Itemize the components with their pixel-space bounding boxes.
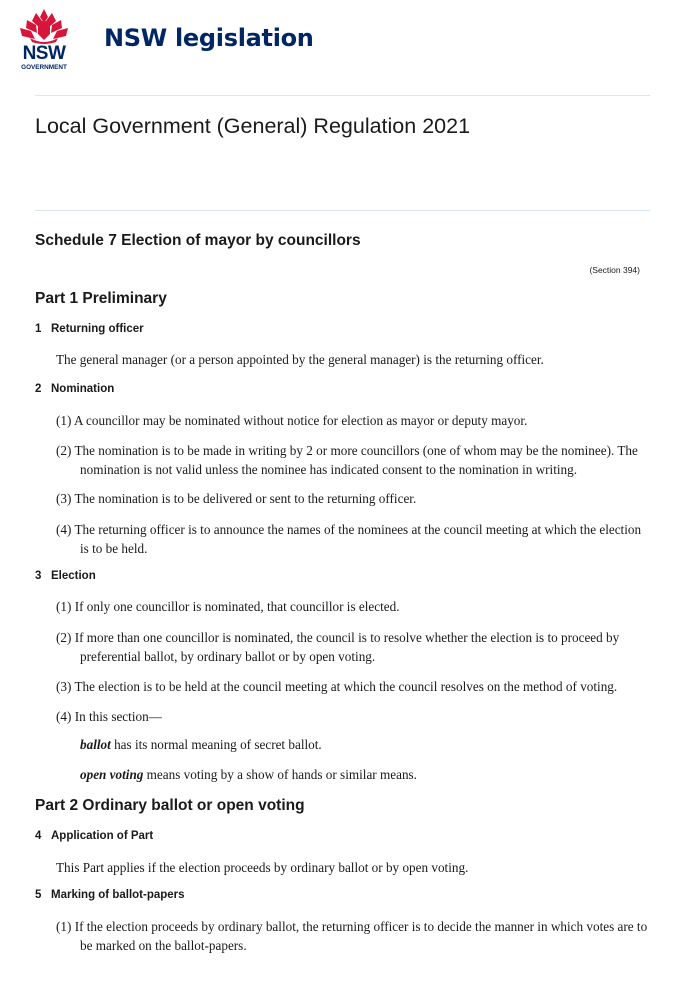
subsection	[56, 677, 656, 696]
definition-term: ballot	[80, 737, 111, 752]
section-title: Returning officer	[51, 323, 144, 335]
section-heading	[35, 321, 144, 337]
subsection-text: In this section—	[74, 709, 162, 724]
subsection-number: (2)	[56, 630, 72, 645]
subsection-text: The election is to be held at the council meeting at which the council resolves on the method of voting.	[74, 679, 618, 694]
divider	[35, 210, 650, 211]
schedule-heading: Schedule 7 Election of mayor by councillors	[35, 232, 361, 249]
site-header	[0, 0, 683, 80]
section-heading	[35, 828, 153, 844]
subsection	[56, 411, 656, 430]
subsection-number: (3)	[56, 679, 72, 694]
subsection	[56, 597, 656, 616]
definition-text: means voting by a show of hands or similar means.	[143, 767, 417, 782]
waratah-icon	[14, 8, 74, 44]
section-heading	[35, 381, 114, 397]
section-number: 4	[35, 830, 42, 842]
subsection-text: If only one councillor is nominated, that councillor is elected.	[74, 599, 400, 614]
subsection	[56, 917, 648, 955]
subsection	[56, 707, 656, 726]
part-heading: Part 2 Ordinary ballot or open voting	[35, 797, 305, 814]
subsection	[56, 489, 656, 508]
nsw-government-logo[interactable]	[14, 8, 74, 74]
subsection	[56, 441, 648, 479]
subsection-number: (2)	[56, 443, 72, 458]
subsection	[56, 628, 636, 666]
subsection-number: (3)	[56, 491, 72, 506]
definition	[80, 735, 322, 754]
site-title[interactable]: NSW legislation	[104, 24, 314, 52]
section-title: Marking of ballot-papers	[51, 889, 185, 901]
definition-term: open voting	[80, 767, 144, 782]
section-text: This Part applies if the election proceeds by ordinary ballot or by open voting.	[56, 860, 469, 875]
subsection-number: (1)	[56, 599, 72, 614]
logo-wordmark: NSW	[22, 43, 66, 64]
definition-text: has its normal meaning of secret ballot.	[110, 737, 322, 752]
subsection	[56, 520, 648, 558]
section-title: Election	[51, 570, 96, 582]
subsection-number: (1)	[56, 919, 72, 934]
section-number: 1	[35, 323, 42, 335]
section-heading	[35, 568, 96, 584]
subsection-text: A councillor may be nominated without notice for election as mayor or deputy mayor.	[73, 413, 528, 428]
subsection-text: The returning officer is to announce the names of the nominees at the council meeting at which the election is to be held.	[74, 522, 642, 556]
subsection-text: The nomination is to be made in writing by 2 or more councillors (one of whom may be the nominee). The nomination is not valid unless the nominee has indicated consent to the nomination in writing.	[74, 443, 638, 477]
subsection-number: (4)	[56, 522, 72, 537]
section-text: The general manager (or a person appointed by the general manager) is the returning officer.	[56, 352, 544, 367]
definition	[80, 765, 417, 784]
subsection-text: The nomination is to be delivered or sent to the returning officer.	[74, 491, 417, 506]
document-title: Local Government (General) Regulation 2021	[35, 114, 471, 138]
subsection-number: (1)	[56, 413, 72, 428]
section-number: 2	[35, 383, 42, 395]
section-title: Nomination	[51, 383, 115, 395]
section-title: Application of Part	[51, 830, 154, 842]
section-reference: (Section 394)	[589, 265, 640, 275]
section-heading	[35, 887, 185, 903]
subsection-text: If more than one councillor is nominated, the council is to resolve whether the election is to proceed by preferential ballot, by ordinary ballot or by open voting.	[74, 630, 620, 664]
divider	[35, 95, 650, 96]
section-number: 5	[35, 889, 42, 901]
part-heading: Part 1 Preliminary	[35, 290, 167, 307]
subsection-text: If the election proceeds by ordinary ballot, the returning officer is to decide the manner in which votes are to be marked on the ballot-papers.	[74, 919, 648, 953]
section-number: 3	[35, 570, 42, 582]
subsection-number: (4)	[56, 709, 72, 724]
logo-subtitle: GOVERNMENT	[21, 64, 67, 71]
